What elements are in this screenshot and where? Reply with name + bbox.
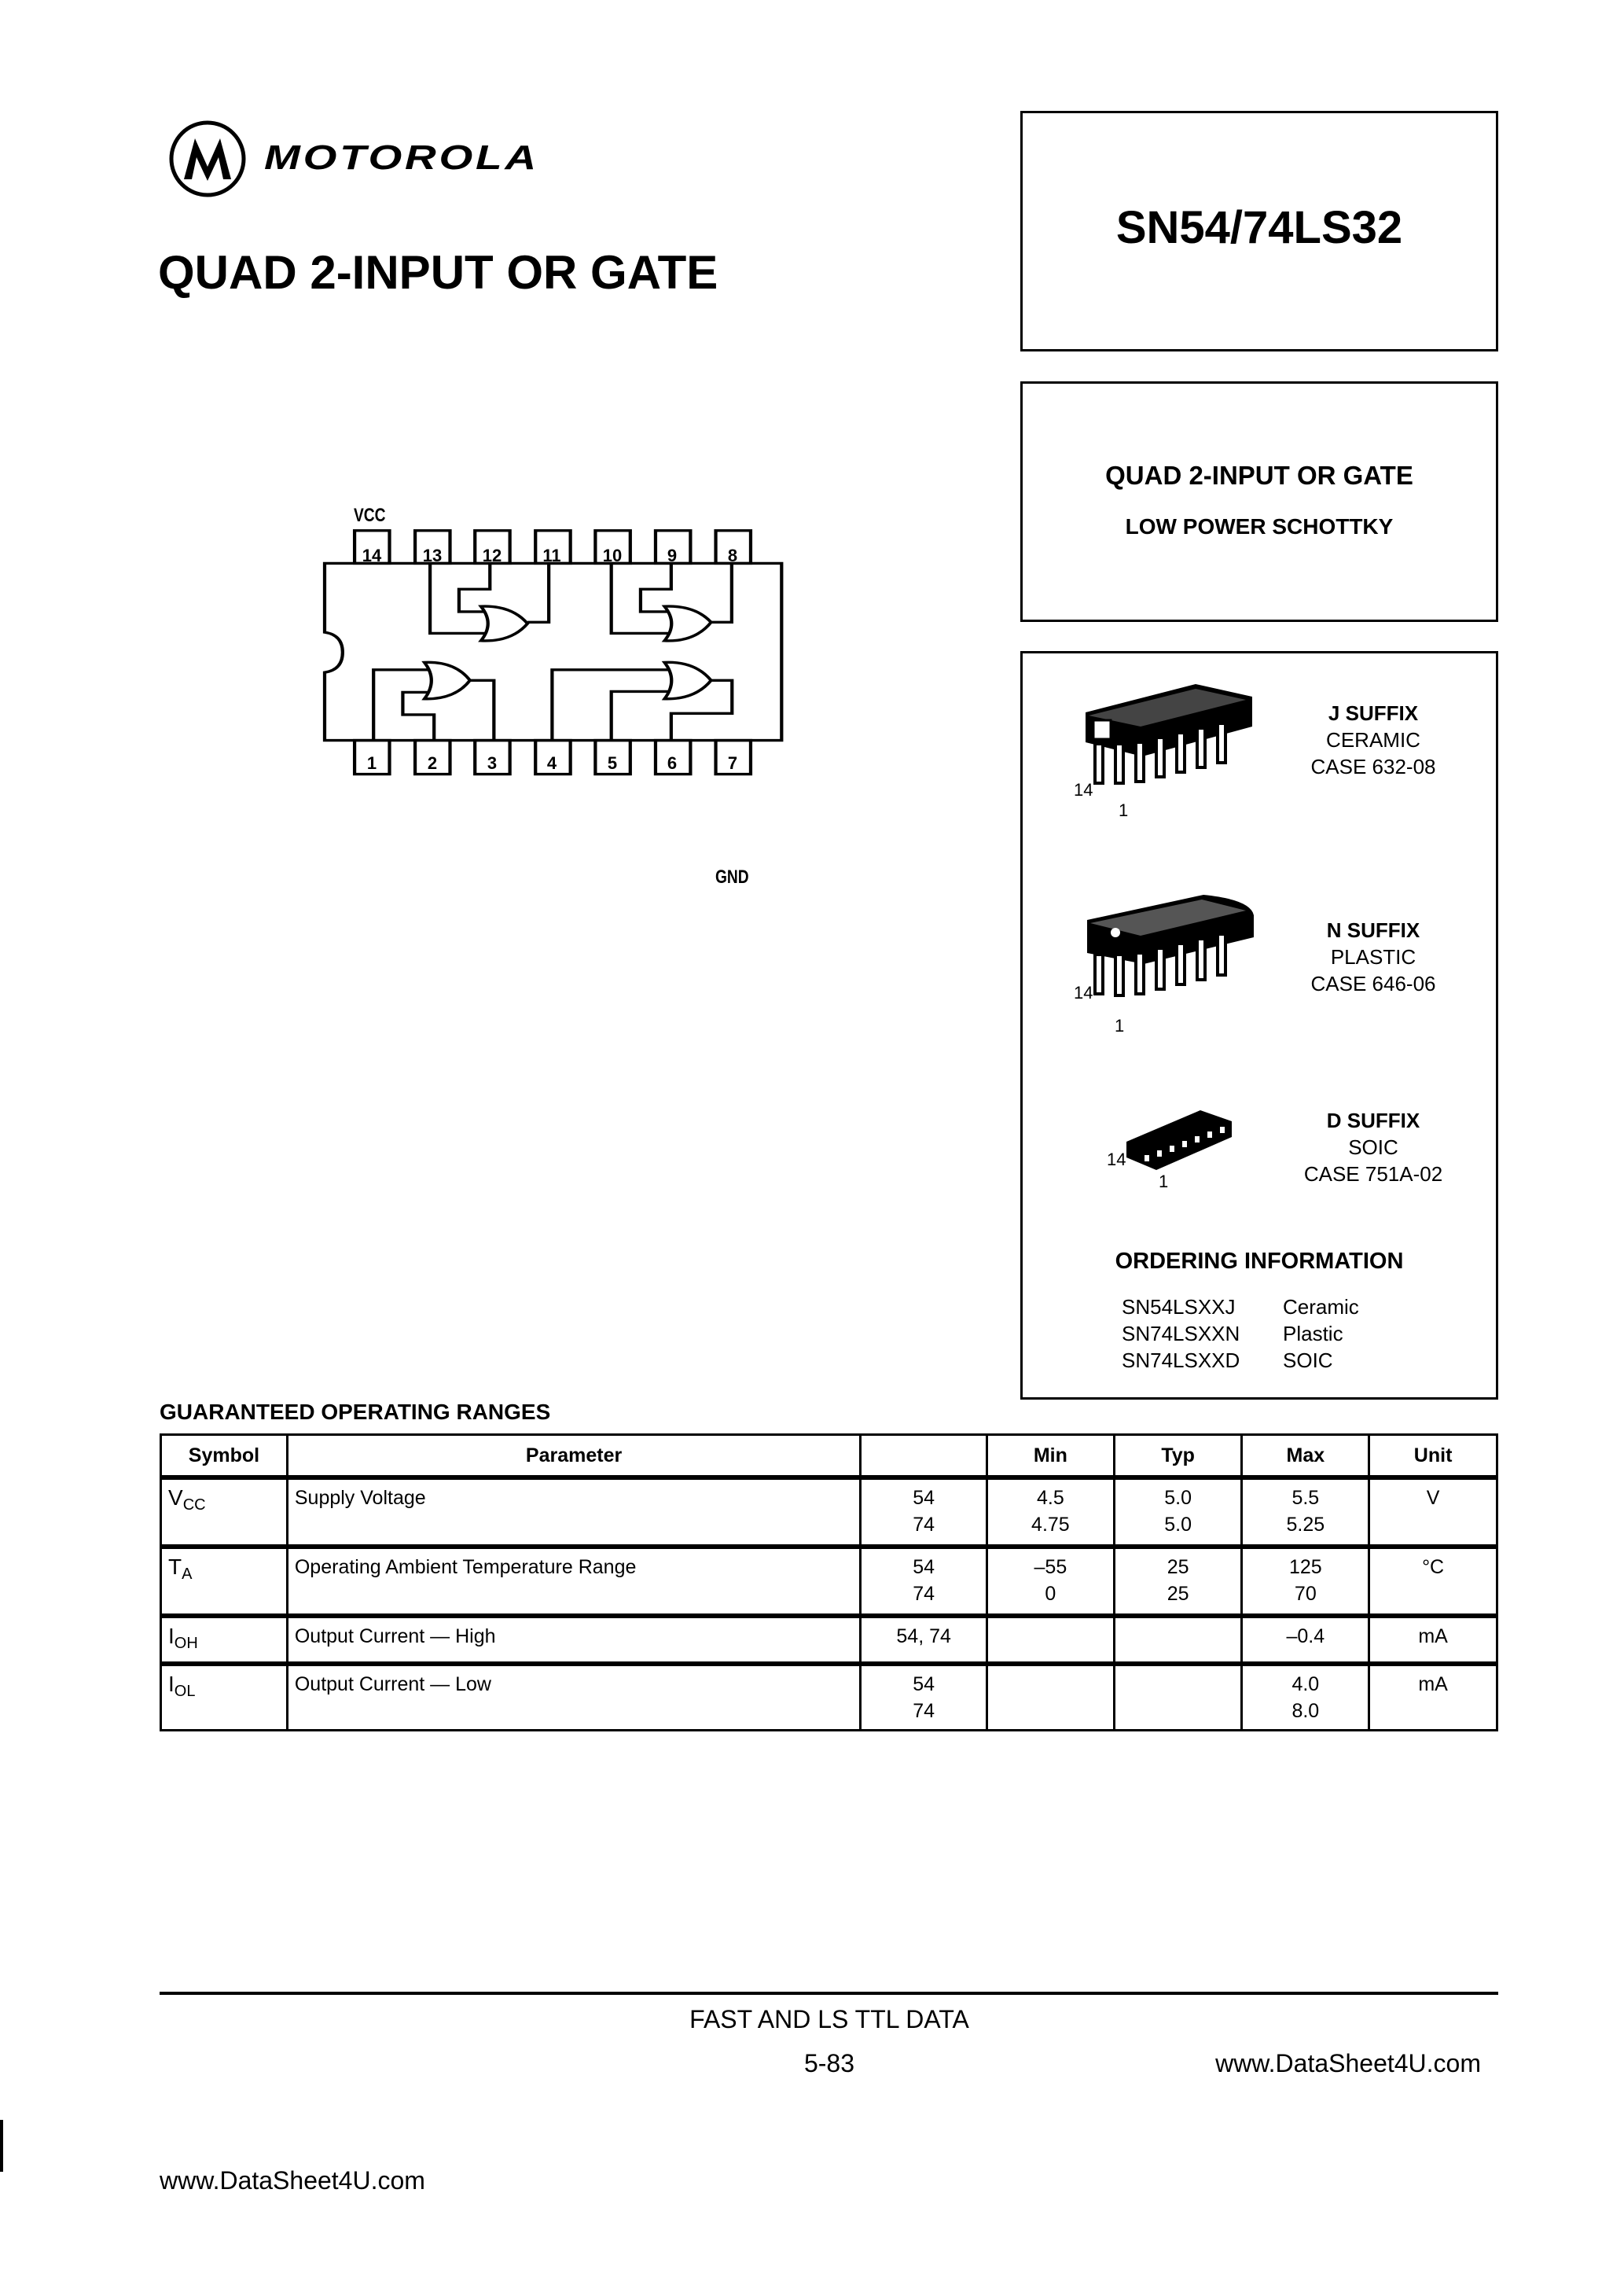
- symbol-cell: [161, 1547, 288, 1616]
- ordering-row: [1122, 1293, 1359, 1320]
- symbol-sub: A: [182, 1566, 193, 1583]
- grade-cell: [861, 1664, 987, 1731]
- j-pin-1-label: 1: [1119, 800, 1129, 820]
- ordering-type: Ceramic: [1283, 1295, 1359, 1319]
- value: 54: [913, 1487, 935, 1509]
- ordering-type: SOIC: [1283, 1349, 1333, 1372]
- pin-label: 7: [727, 753, 738, 773]
- table-row: [161, 1547, 1497, 1616]
- pin-label: 4: [546, 753, 557, 773]
- vcc-label: VCC: [354, 505, 386, 526]
- pin-label: 11: [542, 546, 561, 565]
- symbol: I: [168, 1672, 175, 1696]
- col-unit: Unit: [1369, 1435, 1497, 1478]
- footer-section: FAST AND LS TTL DATA: [689, 2005, 969, 2033]
- symbol-cell: [161, 1477, 288, 1547]
- col-max: Max: [1242, 1435, 1369, 1478]
- d-case: CASE 751A-02: [1303, 1162, 1443, 1186]
- ordering-list: [1122, 1293, 1359, 1374]
- description-subtitle: LOW POWER SCHOTTKY: [1125, 514, 1394, 539]
- motorola-batwing-icon: [167, 118, 248, 200]
- pin-label: 14: [362, 546, 382, 565]
- d-package-info: [1279, 1107, 1468, 1187]
- value: 5.5: [1291, 1487, 1320, 1509]
- n-pin-1-label: 1: [1115, 1016, 1125, 1036]
- part-number-box: [1020, 111, 1498, 351]
- min-cell: [987, 1547, 1115, 1616]
- grade-cell: 54, 74: [861, 1616, 987, 1664]
- pin-label: 8: [727, 546, 738, 565]
- max-cell: [1242, 1477, 1369, 1547]
- max-cell: [1242, 1547, 1369, 1616]
- parameter-cell: Output Current — Low: [287, 1664, 860, 1731]
- watermark-left[interactable]: www.DataSheet4U.com: [160, 2166, 425, 2195]
- value: 25: [1167, 1583, 1189, 1605]
- symbol-sub: OL: [174, 1683, 196, 1700]
- value: 5.0: [1164, 1487, 1192, 1509]
- operating-ranges-table: [160, 1433, 1498, 1731]
- j-material: CERAMIC: [1326, 728, 1420, 752]
- d-suffix: D SUFFIX: [1326, 1109, 1420, 1132]
- symbol: T: [168, 1555, 182, 1579]
- parameter-cell: Supply Voltage: [287, 1477, 860, 1547]
- symbol-cell: [161, 1664, 288, 1731]
- typ-cell: [1114, 1616, 1242, 1664]
- n-package-info: [1279, 917, 1468, 997]
- value: 54: [913, 1673, 935, 1695]
- value: 8.0: [1291, 1700, 1320, 1722]
- pin-label: 2: [427, 753, 438, 773]
- min-cell: [987, 1616, 1115, 1664]
- ordering-row: [1122, 1320, 1359, 1347]
- j-suffix: J SUFFIX: [1328, 701, 1419, 725]
- n-suffix: N SUFFIX: [1326, 918, 1420, 942]
- ranges-title: GUARANTEED OPERATING RANGES: [160, 1400, 551, 1424]
- pin-label: 13: [422, 546, 443, 565]
- symbol-sub: CC: [182, 1496, 206, 1514]
- table-row: [161, 1664, 1497, 1731]
- value: 125: [1288, 1556, 1322, 1578]
- page-number: 5-83: [803, 2049, 855, 2077]
- unit-cell: mA: [1369, 1616, 1497, 1664]
- j-package-info: [1279, 700, 1468, 780]
- page-edge-mark: [0, 2120, 3, 2172]
- n-material: PLASTIC: [1330, 945, 1416, 969]
- d-pin-14-label: 14: [1107, 1150, 1126, 1169]
- symbol: I: [168, 1624, 175, 1648]
- unit-cell: V: [1369, 1477, 1497, 1547]
- j-pin-14-label: 14: [1074, 780, 1093, 800]
- value: 4.5: [1037, 1487, 1064, 1509]
- d-package-image: [1122, 1106, 1240, 1185]
- parameter-cell: Output Current — High: [287, 1616, 860, 1664]
- page-title: QUAD 2-INPUT OR GATE: [158, 246, 718, 299]
- unit-cell: mA: [1369, 1664, 1497, 1731]
- pinout-diagram: [299, 488, 818, 888]
- n-pin-14-label: 14: [1074, 983, 1093, 1003]
- or-gate: [664, 606, 711, 641]
- pin-label: 12: [482, 546, 502, 565]
- pin-label: 6: [667, 753, 678, 773]
- value: –55: [1034, 1556, 1067, 1578]
- n-case: CASE 646-06: [1310, 972, 1436, 995]
- symbol-sub: OH: [174, 1635, 198, 1652]
- col-grade: [861, 1435, 987, 1478]
- col-parameter: Parameter: [287, 1435, 860, 1478]
- watermark-right[interactable]: www.DataSheet4U.com: [1215, 2049, 1481, 2077]
- value: 54: [913, 1556, 935, 1578]
- ordering-row: [1122, 1347, 1359, 1374]
- col-typ: Typ: [1114, 1435, 1242, 1478]
- ordering-part: SN54LSXXJ: [1122, 1295, 1236, 1319]
- table-header: [161, 1435, 1497, 1478]
- or-gate: [424, 662, 470, 699]
- col-min: Min: [987, 1435, 1115, 1478]
- ordering-part: SN74LSXXN: [1122, 1322, 1240, 1345]
- value: 5.25: [1286, 1514, 1325, 1536]
- brand-name: MOTOROLA: [264, 138, 539, 177]
- min-cell: [987, 1477, 1115, 1547]
- parameter-cell: Operating Ambient Temperature Range: [287, 1547, 860, 1616]
- table-row: [161, 1477, 1497, 1547]
- ordering-title: ORDERING INFORMATION: [1115, 1249, 1404, 1274]
- pin-label: 1: [366, 753, 377, 773]
- footer-rule: [160, 1992, 1498, 1995]
- value: 5.0: [1164, 1514, 1192, 1536]
- motorola-logo: [167, 118, 248, 200]
- grade-cell: [861, 1547, 987, 1616]
- gnd-label: GND: [715, 867, 749, 888]
- grade-cell: [861, 1477, 987, 1547]
- typ-cell: [1114, 1477, 1242, 1547]
- description-title: QUAD 2-INPUT OR GATE: [1105, 461, 1413, 490]
- min-cell: [987, 1664, 1115, 1731]
- n-package-image: [1078, 892, 1266, 1021]
- d-material: SOIC: [1348, 1135, 1398, 1159]
- max-cell: [1242, 1664, 1369, 1731]
- value: 4.0: [1291, 1673, 1320, 1695]
- value: 74: [913, 1583, 935, 1605]
- value: 25: [1167, 1556, 1189, 1578]
- ordering-type: Plastic: [1283, 1322, 1343, 1345]
- pin-label: 9: [667, 546, 678, 565]
- or-gate: [481, 606, 527, 641]
- value: 70: [1294, 1583, 1317, 1605]
- table-row: [161, 1616, 1497, 1664]
- typ-cell: [1114, 1547, 1242, 1616]
- symbol-cell: [161, 1616, 288, 1664]
- value: 0: [1045, 1583, 1056, 1605]
- value: 4.75: [1031, 1514, 1070, 1536]
- col-symbol: Symbol: [161, 1435, 288, 1478]
- j-package-image: [1078, 681, 1266, 811]
- pin-label: 10: [602, 546, 623, 565]
- pin-label: 3: [487, 753, 498, 773]
- part-number: SN54/74LS32: [1115, 202, 1403, 253]
- symbol: V: [168, 1485, 183, 1510]
- d-pin-1-label: 1: [1159, 1172, 1169, 1191]
- value: 74: [913, 1514, 935, 1536]
- or-gate: [664, 662, 711, 699]
- description-box: [1020, 381, 1498, 622]
- max-cell: –0.4: [1242, 1616, 1369, 1664]
- typ-cell: [1114, 1664, 1242, 1731]
- j-case: CASE 632-08: [1310, 755, 1436, 778]
- unit-cell: °C: [1369, 1547, 1497, 1616]
- pin-label: 5: [607, 753, 618, 773]
- value: 74: [913, 1700, 935, 1722]
- ordering-part: SN74LSXXD: [1122, 1349, 1240, 1372]
